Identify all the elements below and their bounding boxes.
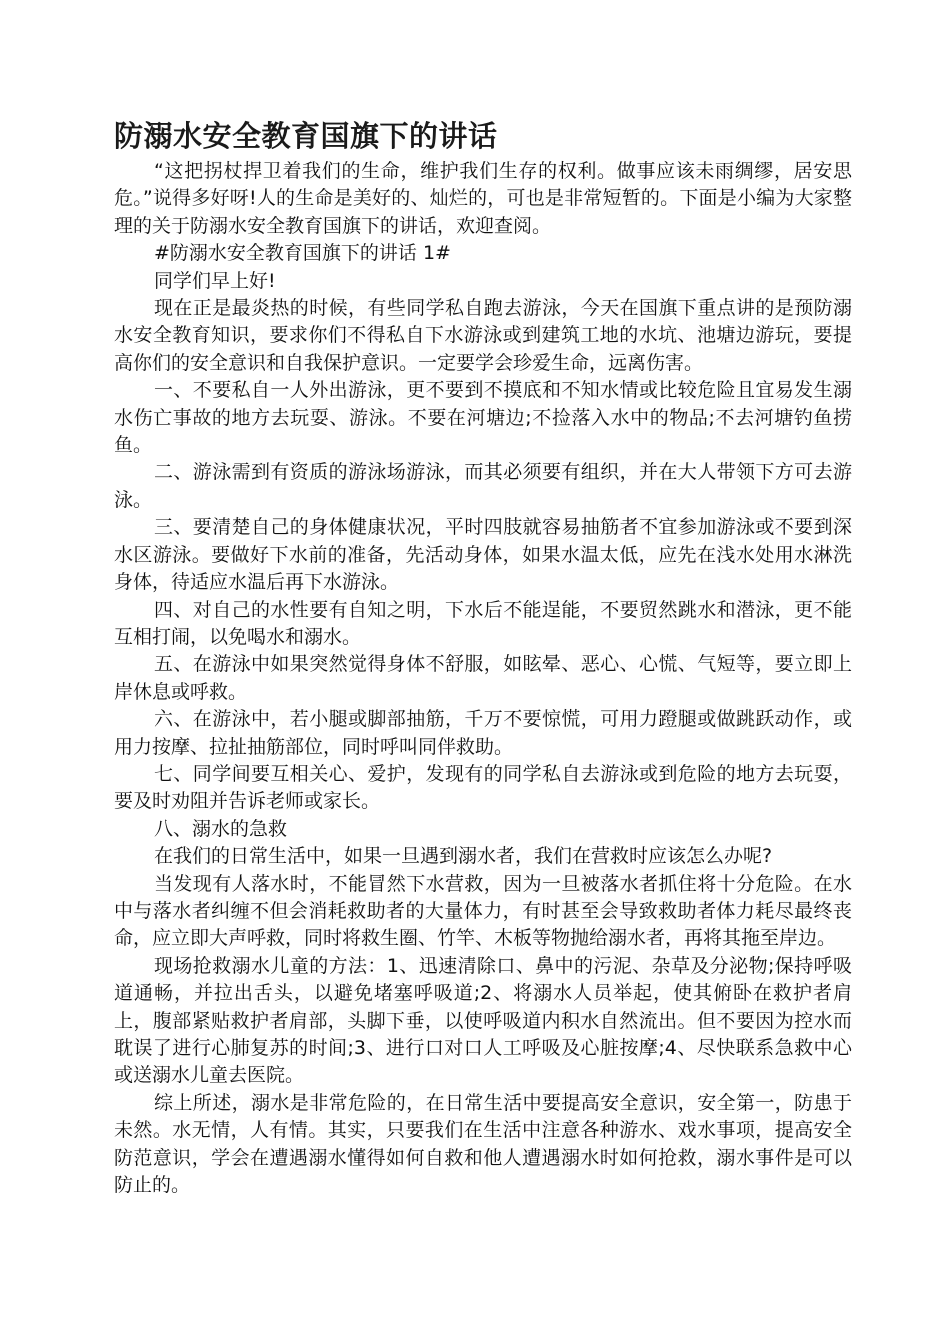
document-title: 防溺水安全教育国旗下的讲话 xyxy=(114,119,498,153)
section-heading: #防溺水安全教育国旗下的讲话 1# xyxy=(154,242,451,265)
rule-paragraph-1: 一、不要私自一人外出游泳，更不要到不摸底和不知水情或比较危险且宜易发生溺水伤亡事故的地方去玩耍、游泳。不要在河塘边;不捡落入水中的物品;不去河塘钓鱼捞鱼。 xyxy=(114,379,852,457)
conclusion-paragraph: 综上所述，溺水是非常危险的，在日常生活中要提高安全意识，安全第一，防患于未然。水无情，人有情。其实，只要我们在生活中注意各种游水、戏水事项，提高安全防范意识，学会在遭遇溺水懂得如何自救和他人遭遇溺水时如何抢救，溺水事件是可以防止的。 xyxy=(114,1091,852,1197)
document-page xyxy=(114,114,852,1199)
rule-paragraph-4: 四、对自己的水性要有自知之明，下水后不能逞能，不要贸然跳水和潜泳，更不能互相打闹，以免喝水和溺水。 xyxy=(114,598,852,648)
greeting-paragraph: 同学们早上好! xyxy=(154,269,276,292)
body-paragraph: 现场抢救溺水儿童的方法：1、迅速清除口、鼻中的污泥、杂草及分泌物;保持呼吸道通畅，并拉出舌头，以避免堵塞呼吸道;2、将溺水人员举起，使其俯卧在救护者肩上，腹部紧贴救护者肩部，头脚下垂，以使呼吸道内积水自然流出。但不要因为控水而耽误了进行心肺复苏的时间;3、进行口对口人工呼吸及心脏按摩;4、尽快联系急救中心或送溺水儿童去医院。 xyxy=(114,954,852,1087)
rule-paragraph-6: 六、在游泳中，若小腿或脚部抽筋，千万不要惊慌，可用力蹬腿或做跳跃动作，或用力按摩、拉扯抽筋部位，同时呼叫同伴救助。 xyxy=(114,708,852,758)
rule-paragraph-5: 五、在游泳中如果突然觉得身体不舒服，如眩晕、恶心、心慌、气短等，要立即上岸休息或呼救。 xyxy=(114,653,852,703)
body-paragraph: 现在正是最炎热的时候，有些同学私自跑去游泳，今天在国旗下重点讲的是预防溺水安全教育知识，要求你们不得私自下水游泳或到建筑工地的水坑、池塘边游玩，要提高你们的安全意识和自我保护意识。一定要学会珍爱生命，远离伤害。 xyxy=(114,297,852,374)
intro-paragraph: “这把拐杖捍卫着我们的生命，维护我们生存的权利。做事应该未雨绸缪，居安思危。”说得多好呀!人的生命是美好的、灿烂的，可也是非常短暂的。下面是小编为大家整理的关于防溺水安全教育国旗下的讲话，欢迎查阅。 xyxy=(114,160,852,237)
rule-paragraph-3: 三、要清楚自己的身体健康状况，平时四肢就容易抽筋者不宜参加游泳或不要到深水区游泳。要做好下水前的准备，先活动身体，如果水温太低，应先在浅水处用水淋洗身体，待适应水温后再下水游泳。 xyxy=(114,516,852,594)
rule-paragraph-2: 二、游泳需到有资质的游泳场游泳，而其必须要有组织，并在大人带领下方可去游泳。 xyxy=(114,461,852,511)
body-paragraph: 在我们的日常生活中，如果一旦遇到溺水者，我们在营救时应该怎么办呢? xyxy=(154,845,773,868)
rule-paragraph-8: 八、溺水的急救 xyxy=(154,817,288,840)
rule-paragraph-7: 七、同学间要互相关心、爱护，发现有的同学私自去游泳或到危险的地方去玩耍，要及时劝阻并告诉老师或家长。 xyxy=(114,762,852,813)
body-paragraph: 当发现有人落水时，不能冒然下水营救，因为一旦被落水者抓住将十分危险。在水中与落水者纠缠不但会消耗救助者的大量体力，有时甚至会导致救助者体力耗尽最终丧命，应立即大声呼救，同时将救生圈、竹竿、木板等物抛给溺水者，再将其拖至岸边。 xyxy=(114,872,852,950)
